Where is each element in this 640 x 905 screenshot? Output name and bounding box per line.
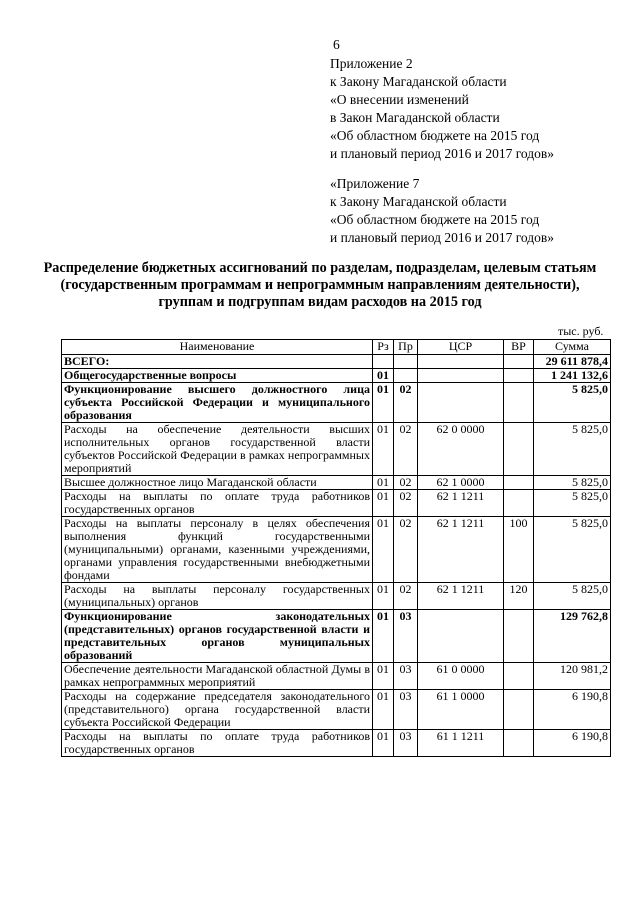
cell-rz: 01 bbox=[373, 517, 394, 583]
cell-vr bbox=[504, 730, 534, 757]
cell-name: Расходы на выплаты персоналу в целях обеспечения выполнения функций государственными (муниципальными) органами, казенными учреждениями, органами управления государственными внебюджетными фондами bbox=[62, 517, 373, 583]
cell-name: ВСЕГО: bbox=[62, 355, 373, 369]
cell-csr: 62 1 1211 bbox=[418, 517, 504, 583]
header-sum: Сумма bbox=[534, 340, 611, 355]
cell-rz: 01 bbox=[373, 583, 394, 610]
cell-vr bbox=[504, 490, 534, 517]
table-row bbox=[62, 383, 611, 423]
cell-csr: 61 1 1211 bbox=[418, 730, 504, 757]
cell-rz: 01 bbox=[373, 490, 394, 517]
cell-sum: 129 762,8 bbox=[534, 610, 611, 663]
appendix-line: и плановый период 2016 и 2017 годов» bbox=[330, 146, 555, 161]
table-row bbox=[62, 517, 611, 583]
cell-csr bbox=[418, 610, 504, 663]
cell-sum: 1 241 132,6 bbox=[534, 369, 611, 383]
cell-csr: 62 1 0000 bbox=[418, 476, 504, 490]
cell-rz: 01 bbox=[373, 476, 394, 490]
cell-pr: 02 bbox=[394, 423, 418, 476]
cell-vr bbox=[504, 383, 534, 423]
cell-rz bbox=[373, 355, 394, 369]
header-pr: Пр bbox=[394, 340, 418, 355]
appendix-7-header bbox=[330, 175, 630, 247]
cell-sum: 5 825,0 bbox=[534, 583, 611, 610]
appendix-2-header bbox=[330, 55, 630, 163]
cell-vr bbox=[504, 369, 534, 383]
cell-name: Расходы на выплаты по оплате труда работников государственных органов bbox=[62, 730, 373, 757]
appendix-line: к Закону Магаданской области bbox=[330, 194, 507, 209]
cell-rz: 01 bbox=[373, 369, 394, 383]
cell-name: Расходы на обеспечение деятельности высших исполнительных органов государственной власти субъектов Российской Федерации в рамках непрограммных мероприятий bbox=[62, 423, 373, 476]
cell-rz: 01 bbox=[373, 690, 394, 730]
appendix-line: «О внесении изменений bbox=[330, 92, 469, 107]
cell-rz: 01 bbox=[373, 663, 394, 690]
cell-vr bbox=[504, 690, 534, 730]
budget-table bbox=[61, 339, 611, 757]
cell-sum: 6 190,8 bbox=[534, 730, 611, 757]
table-row bbox=[62, 423, 611, 476]
cell-pr bbox=[394, 355, 418, 369]
appendix-line: к Закону Магаданской области bbox=[330, 74, 507, 89]
cell-sum: 6 190,8 bbox=[534, 690, 611, 730]
cell-sum: 5 825,0 bbox=[534, 517, 611, 583]
cell-pr: 02 bbox=[394, 490, 418, 517]
cell-csr: 61 0 0000 bbox=[418, 663, 504, 690]
cell-csr: 61 1 0000 bbox=[418, 690, 504, 730]
header-csr: ЦСР bbox=[418, 340, 504, 355]
cell-sum: 5 825,0 bbox=[534, 490, 611, 517]
cell-csr: 62 1 1211 bbox=[418, 583, 504, 610]
appendix-line: Приложение 2 bbox=[330, 56, 413, 71]
cell-csr: 62 1 1211 bbox=[418, 490, 504, 517]
table-row bbox=[62, 583, 611, 610]
cell-sum: 5 825,0 bbox=[534, 423, 611, 476]
table-row bbox=[62, 730, 611, 757]
table-row bbox=[62, 610, 611, 663]
cell-name: Функционирование высшего должностного лица субъекта Российской Федерации и муниципального образования bbox=[62, 383, 373, 423]
appendix-line: «Об областном бюджете на 2015 год bbox=[330, 212, 540, 227]
appendix-line: и плановый период 2016 и 2017 годов» bbox=[330, 230, 555, 245]
cell-pr: 02 bbox=[394, 383, 418, 423]
cell-pr: 02 bbox=[394, 583, 418, 610]
cell-pr: 03 bbox=[394, 663, 418, 690]
table-row bbox=[62, 663, 611, 690]
cell-rz: 01 bbox=[373, 383, 394, 423]
cell-vr bbox=[504, 610, 534, 663]
cell-sum: 5 825,0 bbox=[534, 476, 611, 490]
cell-sum: 29 611 878,4 bbox=[534, 355, 611, 369]
units-label: тыс. руб. bbox=[558, 324, 604, 338]
header-vr: ВР bbox=[504, 340, 534, 355]
cell-vr bbox=[504, 663, 534, 690]
cell-rz: 01 bbox=[373, 423, 394, 476]
cell-name: Расходы на выплаты по оплате труда работников государственных органов bbox=[62, 490, 373, 517]
cell-sum: 120 981,2 bbox=[534, 663, 611, 690]
cell-pr: 02 bbox=[394, 517, 418, 583]
cell-name: Общегосударственные вопросы bbox=[62, 369, 373, 383]
table-row bbox=[62, 490, 611, 517]
cell-pr bbox=[394, 369, 418, 383]
cell-vr bbox=[504, 476, 534, 490]
table-header-row bbox=[62, 340, 611, 355]
table-row bbox=[62, 369, 611, 383]
appendix-line: в Закон Магаданской области bbox=[330, 110, 500, 125]
cell-csr bbox=[418, 369, 504, 383]
header-name: Наименование bbox=[62, 340, 373, 355]
cell-name: Расходы на выплаты персоналу государственных (муниципальных) органов bbox=[62, 583, 373, 610]
cell-name: Функционирование законодательных (представительных) органов государственной власти и представительных органов муниципальных образований bbox=[62, 610, 373, 663]
table-row bbox=[62, 355, 611, 369]
cell-vr bbox=[504, 355, 534, 369]
cell-pr: 02 bbox=[394, 476, 418, 490]
cell-vr bbox=[504, 423, 534, 476]
cell-vr: 100 bbox=[504, 517, 534, 583]
header-rz: Рз bbox=[373, 340, 394, 355]
appendix-line: «Приложение 7 bbox=[330, 176, 420, 191]
cell-rz: 01 bbox=[373, 730, 394, 757]
table-row bbox=[62, 476, 611, 490]
cell-name: Обеспечение деятельности Магаданской областной Думы в рамках непрограммных мероприятий bbox=[62, 663, 373, 690]
cell-vr: 120 bbox=[504, 583, 534, 610]
cell-name: Высшее должностное лицо Магаданской области bbox=[62, 476, 373, 490]
document-title: Распределение бюджетных ассигнований по разделам, подразделам, целевым статьям (государственным программам и непрограммным направлениям деятельности), группам и подгруппам видам расходов на 2015 год bbox=[43, 260, 597, 310]
cell-name: Расходы на содержание председателя законодательного (представительного) органа государственной власти субъекта Российской Федерации bbox=[62, 690, 373, 730]
cell-csr bbox=[418, 383, 504, 423]
cell-csr: 62 0 0000 bbox=[418, 423, 504, 476]
cell-pr: 03 bbox=[394, 730, 418, 757]
cell-rz: 01 bbox=[373, 610, 394, 663]
cell-csr bbox=[418, 355, 504, 369]
table-row bbox=[62, 690, 611, 730]
cell-pr: 03 bbox=[394, 610, 418, 663]
cell-sum: 5 825,0 bbox=[534, 383, 611, 423]
cell-pr: 03 bbox=[394, 690, 418, 730]
page-number: 6 bbox=[333, 37, 340, 52]
appendix-line: «Об областном бюджете на 2015 год bbox=[330, 128, 540, 143]
